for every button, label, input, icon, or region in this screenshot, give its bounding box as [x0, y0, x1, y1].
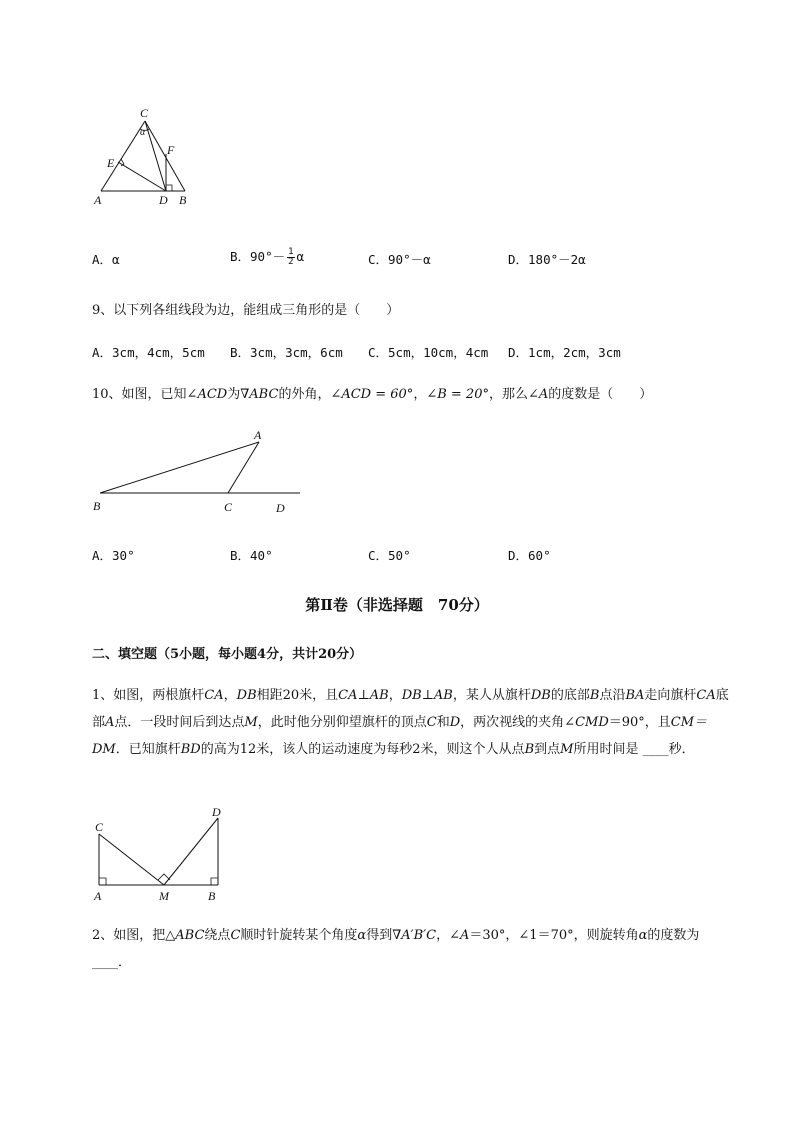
q10-option-a[interactable]: A．30°: [92, 548, 135, 563]
section-heading: 二、填空题（5小题，每小题4分，共计20分）: [92, 647, 363, 662]
label-e: E: [107, 156, 115, 170]
q8-option-c[interactable]: C．90°－α: [368, 252, 431, 267]
label-a: A: [94, 889, 102, 903]
right-angle-a: [99, 878, 106, 885]
label-alpha: α: [140, 127, 146, 138]
side-ca: [228, 442, 259, 493]
q8-option-b[interactable]: [230, 244, 304, 270]
fill2-answer-blank[interactable]: ____: [92, 955, 118, 970]
fraction-half: $\frac{1}{2}$: [288, 247, 294, 267]
label-c: C: [224, 500, 233, 514]
sight-cm: [99, 834, 164, 885]
fill2-text: 2、如图，把△ABC绕点C顺时针旋转某个角度α得到∇A′B′C，∠A＝30°，∠1＝70°，则旋转角α的度数为____．: [92, 928, 700, 970]
label-a: A: [94, 193, 102, 207]
label-c: C: [95, 820, 104, 834]
label-a: A: [254, 428, 262, 442]
label-d: D: [276, 501, 285, 515]
q8-option-a[interactable]: A．α: [92, 252, 120, 267]
label-d: D: [159, 193, 168, 207]
q10-option-b[interactable]: B．40°: [230, 548, 273, 563]
q9-option-d[interactable]: D．1cm，2cm，3cm: [508, 345, 621, 360]
label-c: C: [140, 106, 149, 120]
q10-option-c[interactable]: C．50°: [368, 548, 411, 563]
q10-stem: 10、如图，已知∠ACD为∇ABC的外角，∠ACD = 60°，∠B = 20°，那么∠A的度数是（ ）: [92, 387, 653, 402]
label-d: D: [212, 805, 221, 819]
q8-option-b-alpha: α: [296, 249, 305, 264]
q9-option-b[interactable]: B．3cm，3cm，6cm: [230, 345, 343, 360]
label-f: F: [167, 143, 175, 157]
q9-stem: 9、以下列各组线段为边，能组成三角形的是（ ）: [92, 303, 400, 318]
side-ba: [100, 442, 259, 493]
fill1-figure: [88, 804, 228, 904]
q10-figure: [88, 425, 308, 517]
side-bc: [145, 121, 185, 191]
fill1-text: 1、如图，两根旗杆CA，DB相距20米，且CA⊥AB，DB⊥AB，某人从旗杆DB的底部B点沿BA走向旗杆CA底部A点．一段时间后到达点M，此时他分别仰望旗杆的顶点C和D，两次视线的夹角∠CMD＝90°，且CM＝DM．已知旗杆BD的高为12米，该人的运动速度为每秒2米，则这个人从点B到点M所用时间是 ____秒．: [92, 688, 729, 757]
right-angle-d: [166, 185, 172, 191]
label-m: M: [159, 889, 169, 903]
q9-option-c[interactable]: C．5cm，10cm，4cm: [368, 345, 489, 360]
q8-figure: [88, 104, 198, 210]
fill1-answer-blank[interactable]: ____: [642, 742, 669, 757]
label-b: B: [93, 499, 101, 513]
sight-dm: [164, 818, 218, 885]
right-angle-b: [211, 878, 218, 885]
q8-option-d[interactable]: D．180°－2α: [508, 252, 586, 267]
q8-option-b-prefix: B．90°－: [230, 249, 286, 264]
label-b: B: [179, 193, 187, 207]
part2-title: 第Ⅱ卷（非选择题 70分）: [305, 596, 489, 614]
label-b: B: [208, 889, 216, 903]
q9-option-a[interactable]: A．3cm，4cm，5cm: [92, 345, 205, 360]
q10-option-d[interactable]: D．60°: [508, 548, 551, 563]
